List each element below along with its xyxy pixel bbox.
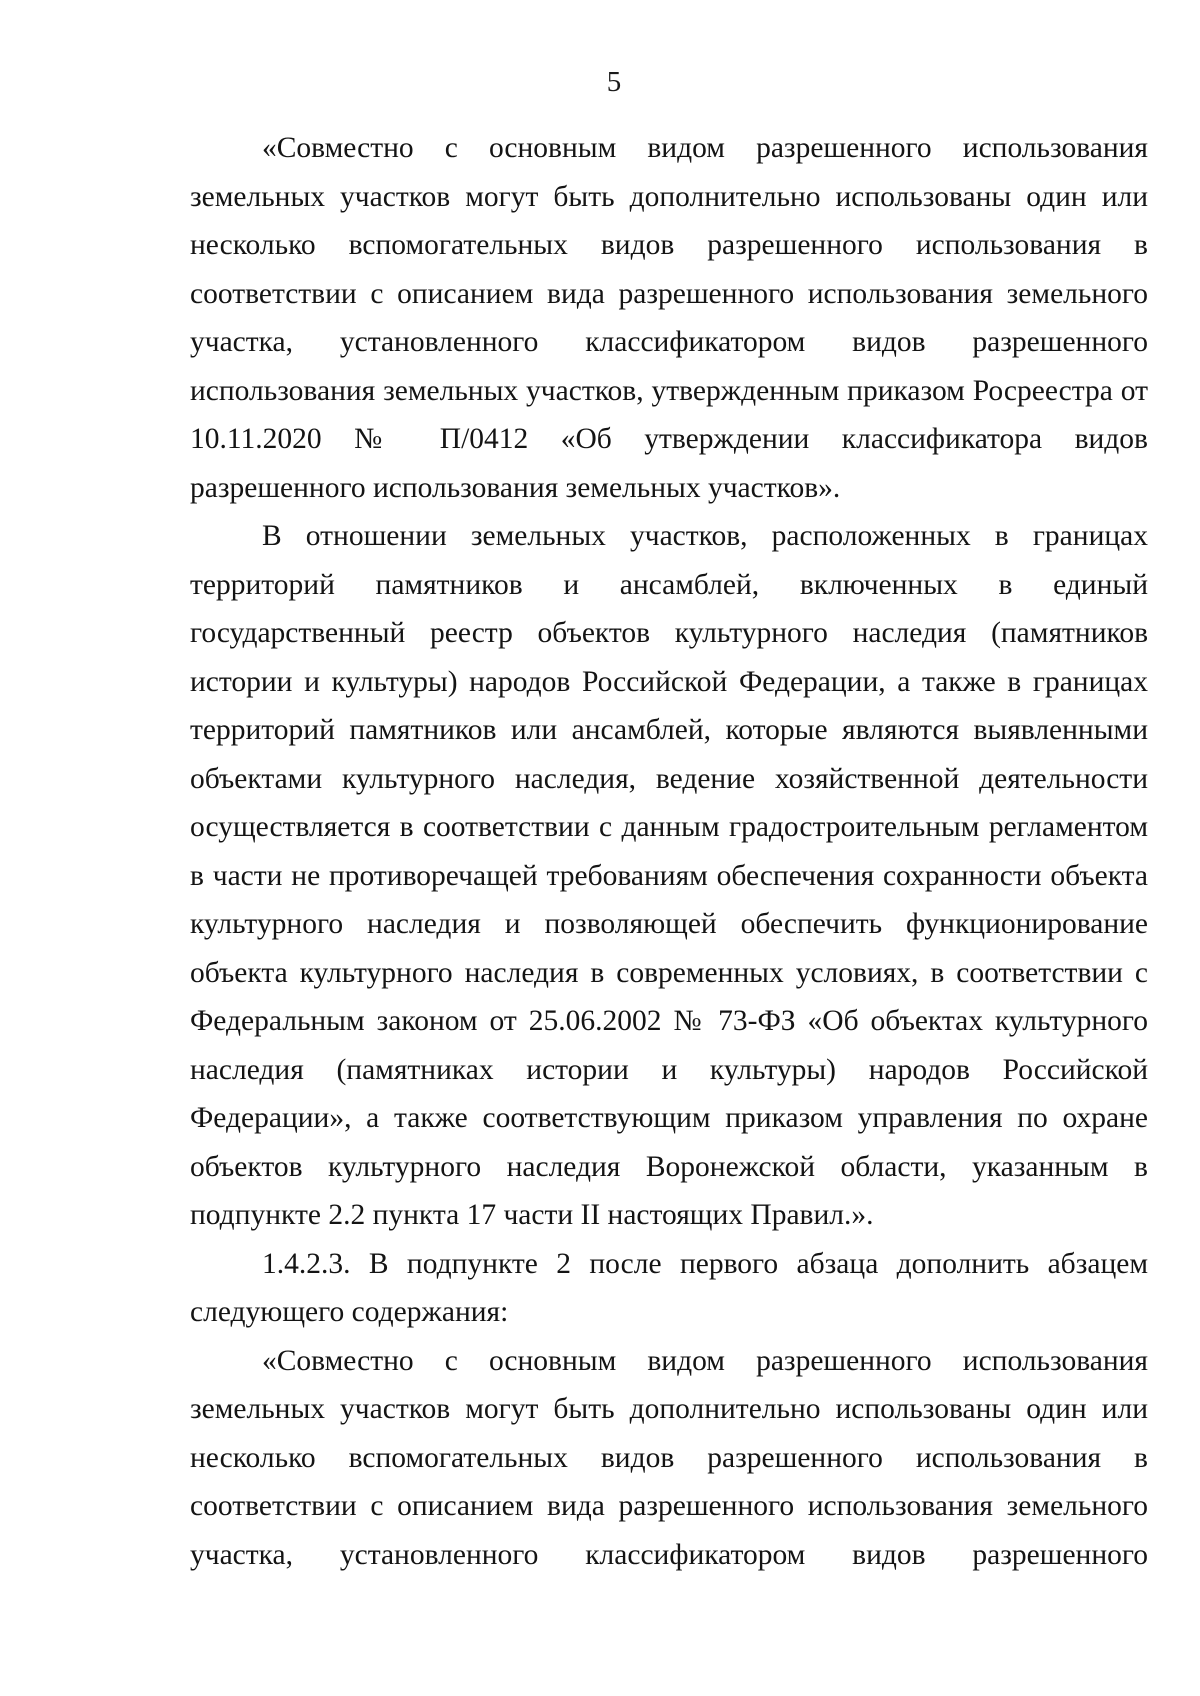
paragraph-cultural-heritage: В отношении земельных участков, расположенных в границах территорий памятников и ансамблей, включенных в единый государственный реестр объектов культурного наследия (памятников истории и культуры) народов Российской Федерации, а также в границах территорий памятников или ансамблей, которые являются выявленными объектами культурного наследия, ведение хозяйственной деятельности осуществляется в соответствии с данным градостроительным регламентом в части не противоречащей требованиям обеспечения сохранности объекта культурного наследия и позволяющей обеспечить функционирование объекта культурного наследия в современных условиях, в соответствии с Федеральным законом от 25.06.2002 № 73-ФЗ «Об объектах культурного наследия (памятниках истории и культуры) народов Российской Федерации», а также соответствующим приказом управления по охране объектов культурного наследия Воронежской области, указанным в подпункте 2.2 пункта 17 части II настоящих Правил.». bbox=[190, 520, 1148, 1231]
document-body bbox=[190, 124, 1148, 1579]
page-number: 5 bbox=[606, 66, 622, 98]
paragraph-auxiliary-use-2: «Совместно с основным видом разрешенного использования земельных участков могут быть дополнительно использованы один или несколько вспомогательных видов разрешенного использования в соответствии с описанием вида разрешенного использования земельного участка, установленного классификатором видов разрешенного bbox=[190, 1344, 1148, 1571]
paragraph-amendment-1-4-2-3: 1.4.2.3. В подпункте 2 после первого абзаца дополнить абзацем следующего содержания: bbox=[190, 1247, 1148, 1328]
paragraph-auxiliary-use-1: «Совместно с основным видом разрешенного использования земельных участков могут быть дополнительно использованы один или несколько вспомогательных видов разрешенного использования в соответствии с описанием вида разрешенного использования земельного участка, установленного классификатором видов разрешенного использования земельных участков, утвержденным приказом Росреестра от 10.11.2020 № П/0412 «Об утверждении классификатора видов разрешенного использования земельных участков». bbox=[190, 132, 1148, 504]
